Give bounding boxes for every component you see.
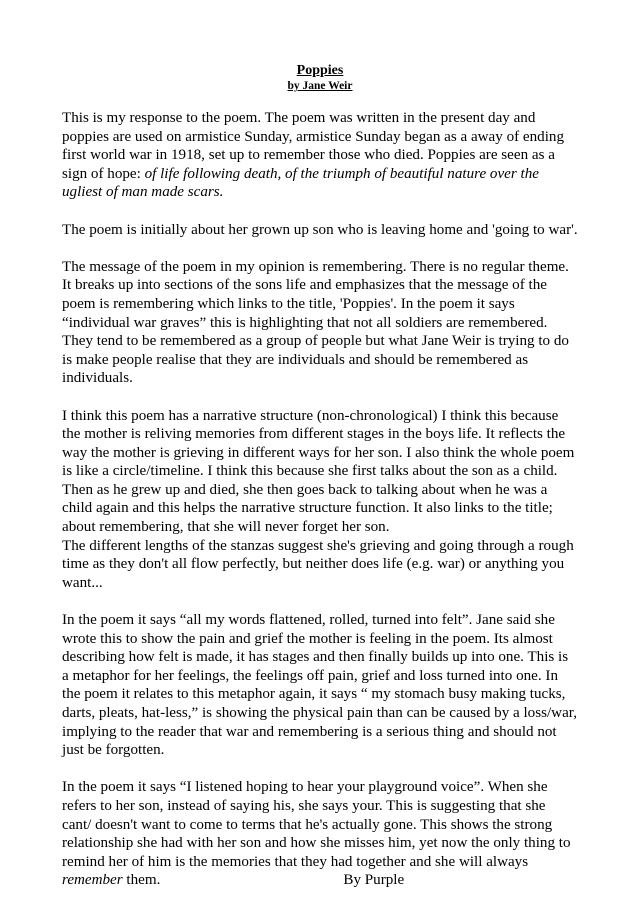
essay-author: by Jane Weir	[287, 80, 353, 92]
paragraph-summary: The poem is initially about her grown up son who is leaving home and 'going to war'.	[62, 221, 578, 238]
paragraph-intro	[62, 109, 578, 202]
paragraph-metaphor: In the poem it says “all my words flattened, rolled, turned into felt”. Jane said she wrote this to show the pain and grief the mother is feeling in the poem. Its almost describing how felt is made, it has stages and then finally builds up into one. This is a metaphor for her feelings, the feelings off pain, grief and loss turned into one. In the poem it relates to this metaphor again, it says “ my stomach busy making tucks, darts, pleats, hat-less,” is showing the physical pain than can be caused by a loss/war, implying to the reader that war and remembering is a serious thing and should not just be forgotten.	[62, 612, 577, 759]
voice-emphasis: remember	[62, 872, 123, 889]
paragraph-stanzas: The different lengths of the stanzas suggest she's grieving and going through a rough time as they don't all flow perfectly, but neither does life (e.g. war) or anything you want...	[62, 537, 574, 591]
intro-quote: of life following death, of the triumph of beautiful nature over the ugliest of man made scars.	[62, 165, 539, 201]
paragraph-message: The message of the poem in my opinion is remembering. There is no regular theme. It breaks up into sections of the sons life and emphasizes that the message of the poem is remembering which links to the title, 'Poppies'. In the poem it says “individual war graves” this is highlighting that not all soldiers are remembered. They tend to be remembered as a group of people but what Jane Weir is trying to do is make people realise that they are individuals and should be remembered as individuals.	[62, 258, 569, 387]
signature: By Purple	[343, 872, 405, 889]
intro-text: This is my response to the poem. The poem was written in the present day and poppies are used on armistice Sunday, armistice Sunday began as a away of ending first world war in 1918, set up to remember those who died. Poppies are seen as a sign of hope:	[62, 110, 564, 182]
essay-title: Poppies	[296, 63, 344, 78]
paragraph-structure: I think this poem has a narrative structure (non-chronological) I think this because the mother is reliving memories from different stages in the boys life. It reflects the way the mother is grieving in different ways for her son. I also think the whole poem is like a circle/timeline. I think this because she first talks about the son as a child. Then as he grew up and died, she then goes back to talking about when he was a child again and this helps the narrative structure function. It also links to the title; about remembering, that she will never forget her son.	[62, 407, 575, 536]
voice-end: them.	[122, 872, 161, 889]
paragraph-voice	[62, 778, 578, 890]
voice-text: In the poem it says “I listened hoping to hear your playground voice”. When she refers to her son, instead of saying his, she says your. This is suggesting that she cant/ doesn't want to come to terms that he's actually gone. This shows the strong relationship she had with her son and how she misses him, yet now the only thing to remind her of him is the memories that they had together and she will always	[62, 779, 571, 870]
